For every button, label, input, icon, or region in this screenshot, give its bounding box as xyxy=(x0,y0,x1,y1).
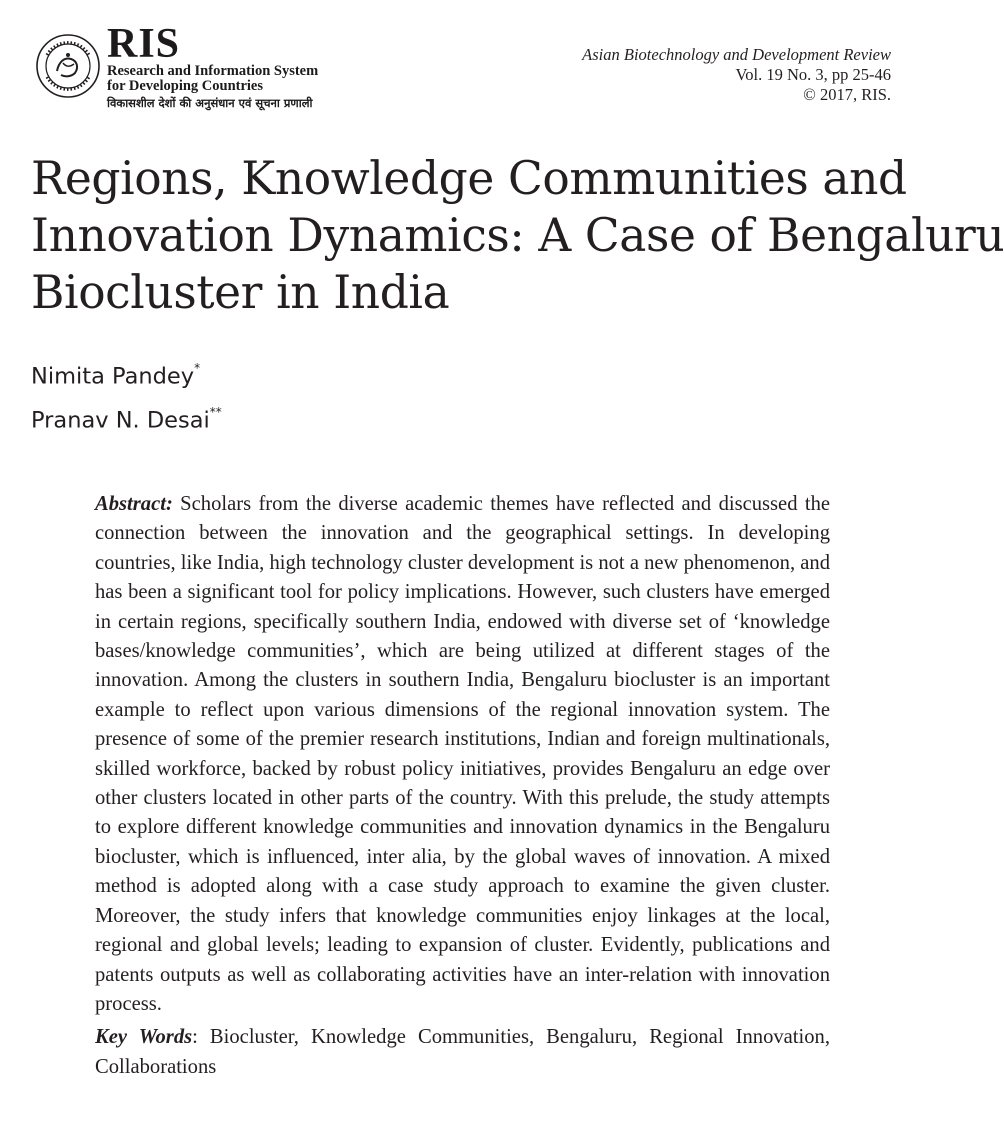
journal-name: Asian Biotechnology and Development Review xyxy=(582,45,891,64)
author-name: Nimita Pandey xyxy=(31,363,195,390)
author-footnote-mark: ** xyxy=(209,404,222,419)
ris-name-line-2: for Developing Countries xyxy=(107,78,264,94)
article-title xyxy=(31,150,1004,321)
keywords-text: : Biocluster, Knowledge Communities, Bengaluru, Regional Innovation, Collaborations xyxy=(95,1026,830,1078)
title-line: Biocluster in India xyxy=(31,266,450,319)
author-name: Pranav N. Desai xyxy=(31,407,210,433)
author xyxy=(31,352,222,396)
abstract-section xyxy=(95,490,830,1082)
journal-info xyxy=(582,45,891,105)
journal-copyright: © 2017, RIS. xyxy=(803,85,891,104)
title-line: Regions, Knowledge Communities and xyxy=(31,152,907,205)
ris-name-line-1: Research and Information System xyxy=(107,63,319,79)
ris-acronym: RIS xyxy=(107,21,181,67)
abstract-label: Abstract: xyxy=(95,493,173,515)
ris-emblem-icon xyxy=(35,33,101,99)
abstract-text: Scholars from the diverse academic themes have reflected and discussed the connection between the innovation and the geographical settings. In developing countries, like India, high technology cluster development is not a new phenomenon, and has been a significant tool for policy implications. However, such clusters have emerged in certain regions, specifically southern India, endowed with diverse set of ‘knowledge bases/knowledge communities’, which are being utilized at different stages of the innovation. Among the clusters in southern India, Bengaluru biocluster is an important example to reflect upon various dimensions of the regional innovation system. The presence of some of the premier research institutions, Indian and foreign multinationals, skilled workforce, backed by robust policy initiatives, provides Bengaluru an edge over other clusters located in other parts of the country. With this prelude, the study attempts to explore different knowledge communities and innovation dynamics in the Bengaluru biocluster, which is influenced, inter alia, by the global waves of innovation. A mixed method is adopted along with a case study approach to examine the given cluster. Moreover, the study infers that knowledge communities enjoy linkages at the local, regional and global levels; leading to expansion of cluster. Evidently, publications and patents outputs as well as collaborating activities have an inter-relation with innovation process. xyxy=(95,493,831,1015)
author-list xyxy=(31,352,222,439)
ris-logo xyxy=(32,21,352,114)
keywords-paragraph xyxy=(95,1023,830,1082)
keywords-label: Key Words xyxy=(95,1026,193,1049)
abstract-paragraph xyxy=(95,490,830,1019)
journal-volume: Vol. 19 No. 3, pp 25-46 xyxy=(735,65,891,84)
title-line: Innovation Dynamics: A Case of Bengaluru xyxy=(31,209,1004,262)
author-footnote-mark: * xyxy=(194,361,201,375)
ris-hindi-name: विकासशील देशों की अनुसंधान एवं सूचना प्रणाली xyxy=(107,96,313,110)
author xyxy=(31,396,222,440)
